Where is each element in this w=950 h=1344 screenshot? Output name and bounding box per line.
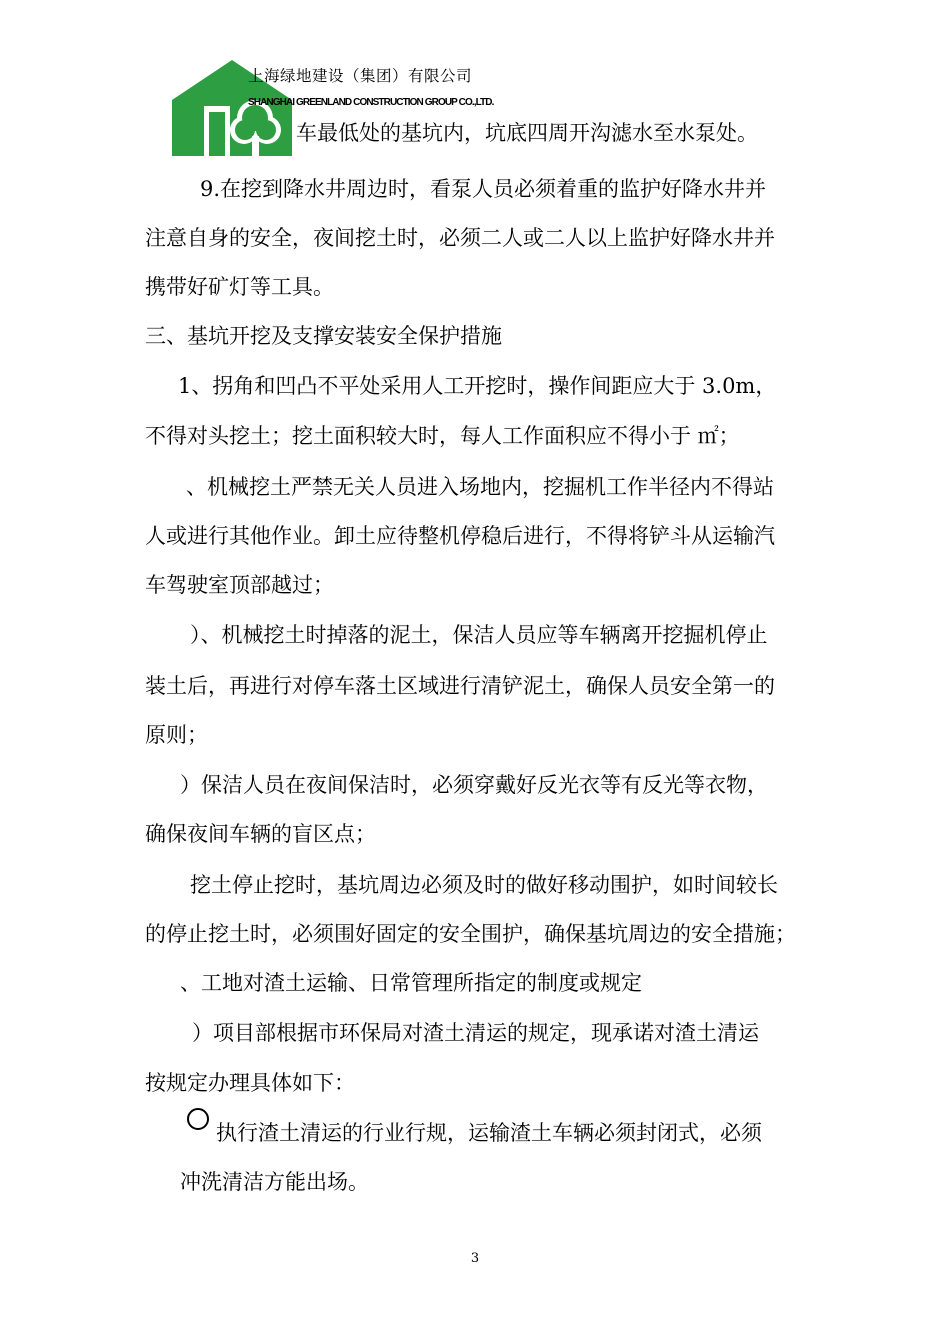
body-line: 的停止挖土时，必须围好固定的安全围护，确保基坑周边的安全措施； (145, 922, 796, 946)
body-line: 、工地对渣土运输、日常管理所指定的制度或规定 (180, 971, 642, 995)
body-line: 9.在挖到降水井周边时，看泵人员必须着重的监护好降水井并 (200, 177, 767, 201)
page-number: 3 (470, 1251, 480, 1266)
body-line: 携带好矿灯等工具。 (145, 275, 334, 299)
body-line: 执行渣土清运的行业行规，运输渣土车辆必须封闭式，必须 (216, 1121, 762, 1145)
company-name-en: SHANGHAI GREENLAND CONSTRUCTION GROUP CO.,LTD. (248, 97, 494, 108)
body-line: 车驾驶室顶部越过； (145, 573, 334, 597)
section-heading: 三、基坑开挖及支撑安装安全保护措施 (145, 324, 502, 348)
body-line: 、机械挖土严禁无关人员进入场地内，挖掘机工作半径内不得站 (186, 475, 774, 499)
body-line: 确保夜间车辆的盲区点； (145, 822, 376, 846)
body-line: 冲洗清洁方能出场。 (180, 1170, 369, 1194)
body-line: ）、机械挖土时掉落的泥土，保洁人员应等车辆离开挖掘机停止 (190, 623, 768, 647)
body-line: ）项目部根据市环保局对渣土清运的规定，现承诺对渣土清运 (192, 1021, 759, 1045)
body-line: 挖土停止挖时，基坑周边必须及时的做好移动围护，如时间较长 (190, 873, 778, 897)
body-line: 人或进行其他作业。卸土应待整机停稳后进行，不得将铲斗从运输汽 (145, 524, 775, 548)
body-line: 注意自身的安全，夜间挖土时，必须二人或二人以上监护好降水井并 (145, 226, 775, 250)
body-line: 原则； (145, 723, 208, 747)
body-line: 车最低处的基坑内，坑底四周开沟滤水至水泵处。 (296, 121, 758, 145)
company-name-cn: 上海绿地建设（集团）有限公司 (248, 67, 473, 85)
body-line: 按规定办理具体如下： (145, 1071, 355, 1095)
body-line: 不得对头挖土；挖土面积较大时，每人工作面积应不得小于 ㎡； (145, 424, 740, 448)
circle-bullet-icon (187, 1108, 209, 1130)
body-line: 装土后，再进行对停车落土区域进行清铲泥土，确保人员安全第一的 (145, 674, 775, 698)
body-line: 1、拐角和凹凸不平处采用人工开挖时，操作间距应大于 3.0m， (178, 374, 777, 398)
body-line: ）保洁人员在夜间保洁时，必须穿戴好反光衣等有反光等衣物， (180, 773, 768, 797)
